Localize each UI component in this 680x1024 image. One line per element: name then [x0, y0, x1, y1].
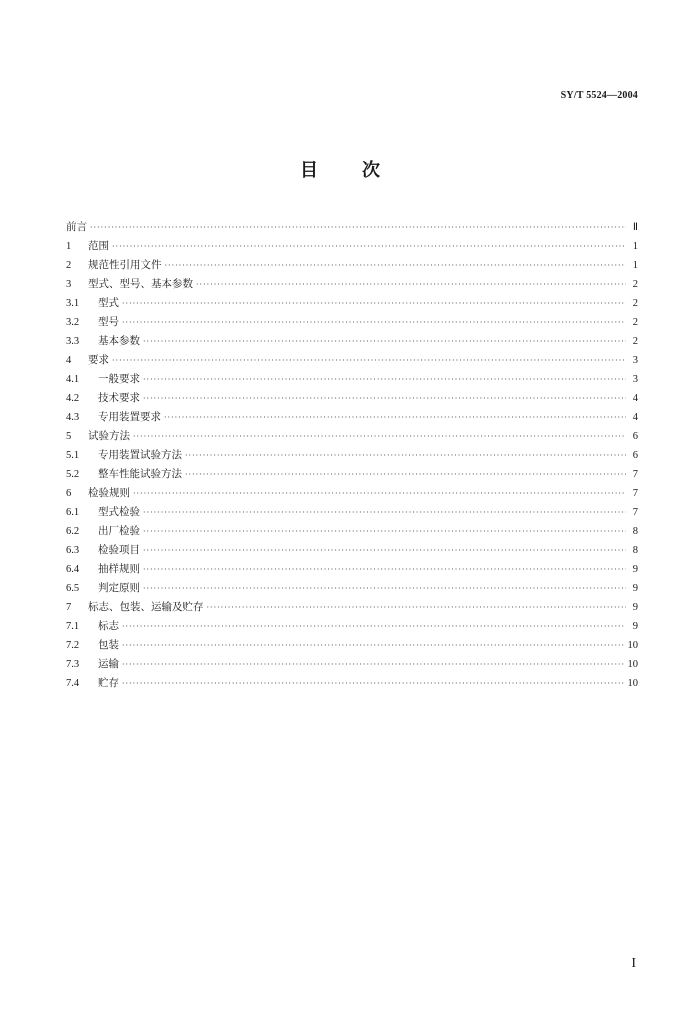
- toc-entry-number: 6.5: [66, 583, 80, 594]
- toc-entry-number: 7.1: [66, 621, 80, 632]
- toc-entry-title: 型式: [98, 297, 119, 309]
- toc-leader-dots: [112, 237, 626, 256]
- toc-leader-dots: [143, 389, 626, 408]
- toc-leader-dots: [133, 427, 626, 446]
- toc-leader-dots: [122, 655, 624, 674]
- toc-leader-dots: [165, 256, 627, 275]
- table-of-contents: [66, 218, 638, 693]
- toc-entry-page: 2: [632, 336, 638, 347]
- toc-entry[interactable]: [66, 465, 638, 484]
- toc-entry-page: 9: [632, 564, 638, 575]
- toc-entry-number: 4: [66, 355, 72, 366]
- toc-entry-page: 2: [632, 317, 638, 328]
- toc-entry-title: 贮存: [98, 677, 119, 689]
- toc-entry[interactable]: [66, 446, 638, 465]
- toc-entry-number: 7.3: [66, 659, 80, 670]
- toc-entry-title: 检验规则: [88, 487, 130, 499]
- toc-entry-title: 规范性引用文件: [88, 259, 162, 271]
- toc-leader-dots: [143, 541, 626, 560]
- toc-leader-dots: [143, 579, 626, 598]
- toc-entry[interactable]: [66, 617, 638, 636]
- toc-entry-title: 判定原则: [98, 582, 140, 594]
- toc-entry-number: 5.1: [66, 450, 80, 461]
- toc-entry-number: 6.2: [66, 526, 80, 537]
- toc-entry-page: 2: [632, 279, 638, 290]
- toc-leader-dots: [164, 408, 626, 427]
- toc-entry-page: 10: [627, 640, 638, 651]
- toc-entry-number: 6.4: [66, 564, 80, 575]
- toc-leader-dots: [143, 370, 626, 389]
- toc-entry[interactable]: [66, 218, 638, 237]
- toc-entry-number: 7.2: [66, 640, 80, 651]
- toc-entry-number: 7.4: [66, 678, 80, 689]
- toc-entry[interactable]: [66, 427, 638, 446]
- toc-leader-dots: [122, 313, 626, 332]
- toc-entry[interactable]: [66, 370, 638, 389]
- toc-entry-page: 6: [632, 431, 638, 442]
- toc-entry-number: 6.1: [66, 507, 80, 518]
- toc-leader-dots: [122, 674, 624, 693]
- toc-entry-title: 型号: [98, 316, 119, 328]
- toc-entry[interactable]: [66, 237, 638, 256]
- toc-entry-page: 1: [632, 241, 638, 252]
- toc-entry-title: 前言: [66, 221, 87, 233]
- toc-entry-page: 4: [632, 393, 638, 404]
- toc-entry-title: 整车性能试验方法: [98, 468, 182, 480]
- toc-entry-number: 1: [66, 241, 72, 252]
- toc-entry-title: 运输: [98, 658, 119, 670]
- toc-entry[interactable]: [66, 256, 638, 275]
- toc-entry-page: 1: [632, 260, 638, 271]
- toc-entry-number: 4.2: [66, 393, 80, 404]
- toc-entry[interactable]: [66, 655, 638, 674]
- toc-entry-number: 4.1: [66, 374, 80, 385]
- toc-entry-title: 一般要求: [98, 373, 140, 385]
- toc-leader-dots: [133, 484, 626, 503]
- toc-entry-page: 10: [627, 659, 638, 670]
- toc-leader-dots: [122, 294, 626, 313]
- toc-entry[interactable]: [66, 484, 638, 503]
- toc-entry-page: 9: [632, 621, 638, 632]
- toc-entry-title: 基本参数: [98, 335, 140, 347]
- toc-entry[interactable]: [66, 598, 638, 617]
- toc-entry[interactable]: [66, 636, 638, 655]
- toc-entry-page: 4: [632, 412, 638, 423]
- toc-entry-page: 10: [627, 678, 638, 689]
- page-title: [0, 156, 680, 182]
- toc-entry-number: 5: [66, 431, 72, 442]
- toc-entry[interactable]: [66, 294, 638, 313]
- standard-code: SY/T 5524—2004: [560, 90, 638, 101]
- toc-entry-title: 试验方法: [88, 430, 130, 442]
- toc-entry-number: 4.3: [66, 412, 80, 423]
- toc-entry[interactable]: [66, 503, 638, 522]
- toc-entry-number: 5.2: [66, 469, 80, 480]
- toc-entry-number: 2: [66, 260, 72, 271]
- toc-entry-title: 专用装置试验方法: [98, 449, 182, 461]
- toc-entry-title: 标志、包装、运输及贮存: [88, 601, 204, 613]
- toc-leader-dots: [143, 332, 626, 351]
- toc-leader-dots: [185, 465, 626, 484]
- toc-entry-title: 检验项目: [98, 544, 140, 556]
- toc-leader-dots: [143, 560, 626, 579]
- toc-leader-dots: [207, 598, 627, 617]
- toc-leader-dots: [122, 636, 624, 655]
- toc-leader-dots: [143, 503, 626, 522]
- toc-entry-page: 9: [632, 583, 638, 594]
- toc-entry-number: 3.2: [66, 317, 80, 328]
- toc-entry-title: 范围: [88, 240, 109, 252]
- toc-entry-page: Ⅱ: [632, 222, 638, 233]
- toc-entry[interactable]: [66, 275, 638, 294]
- toc-entry-number: 6.3: [66, 545, 80, 556]
- toc-entry-title: 抽样规则: [98, 563, 140, 575]
- toc-leader-dots: [196, 275, 626, 294]
- toc-leader-dots: [143, 522, 626, 541]
- toc-entry-page: 2: [632, 298, 638, 309]
- toc-entry-title: 包装: [98, 639, 119, 651]
- toc-entry[interactable]: [66, 579, 638, 598]
- toc-leader-dots: [90, 218, 626, 237]
- toc-entry-title: 出厂检验: [98, 525, 140, 537]
- toc-entry-number: 3.1: [66, 298, 80, 309]
- toc-leader-dots: [112, 351, 626, 370]
- toc-entry-page: 8: [632, 526, 638, 537]
- toc-entry-title: 专用装置要求: [98, 411, 161, 423]
- toc-entry-title: 技术要求: [98, 392, 140, 404]
- toc-entry[interactable]: [66, 522, 638, 541]
- toc-entry-page: 7: [632, 507, 638, 518]
- toc-entry[interactable]: [66, 560, 638, 579]
- toc-entry[interactable]: [66, 332, 638, 351]
- toc-entry-page: 6: [632, 450, 638, 461]
- toc-entry-number: 3: [66, 279, 72, 290]
- toc-leader-dots: [122, 617, 626, 636]
- toc-entry[interactable]: [66, 313, 638, 332]
- title-char-right: 次: [362, 160, 380, 181]
- toc-leader-dots: [185, 446, 626, 465]
- toc-entry-title: 要求: [88, 354, 109, 366]
- toc-entry-page: 9: [632, 602, 638, 613]
- toc-entry[interactable]: [66, 674, 638, 693]
- toc-entry-page: 7: [632, 488, 638, 499]
- toc-entry-page: 3: [632, 374, 638, 385]
- toc-entry[interactable]: [66, 408, 638, 427]
- toc-entry[interactable]: [66, 541, 638, 560]
- toc-entry-number: 7: [66, 602, 72, 613]
- toc-entry[interactable]: [66, 351, 638, 370]
- toc-entry-number: 3.3: [66, 336, 80, 347]
- footer-page-number: I: [631, 956, 636, 971]
- toc-entry-page: 3: [632, 355, 638, 366]
- toc-entry-title: 标志: [98, 620, 119, 632]
- title-char-left: 目: [300, 160, 318, 181]
- toc-entry-page: 8: [632, 545, 638, 556]
- toc-entry-number: 6: [66, 488, 72, 499]
- toc-entry-page: 7: [632, 469, 638, 480]
- toc-entry-title: 型式检验: [98, 506, 140, 518]
- toc-entry-title: 型式、型号、基本参数: [88, 278, 193, 290]
- toc-entry[interactable]: [66, 389, 638, 408]
